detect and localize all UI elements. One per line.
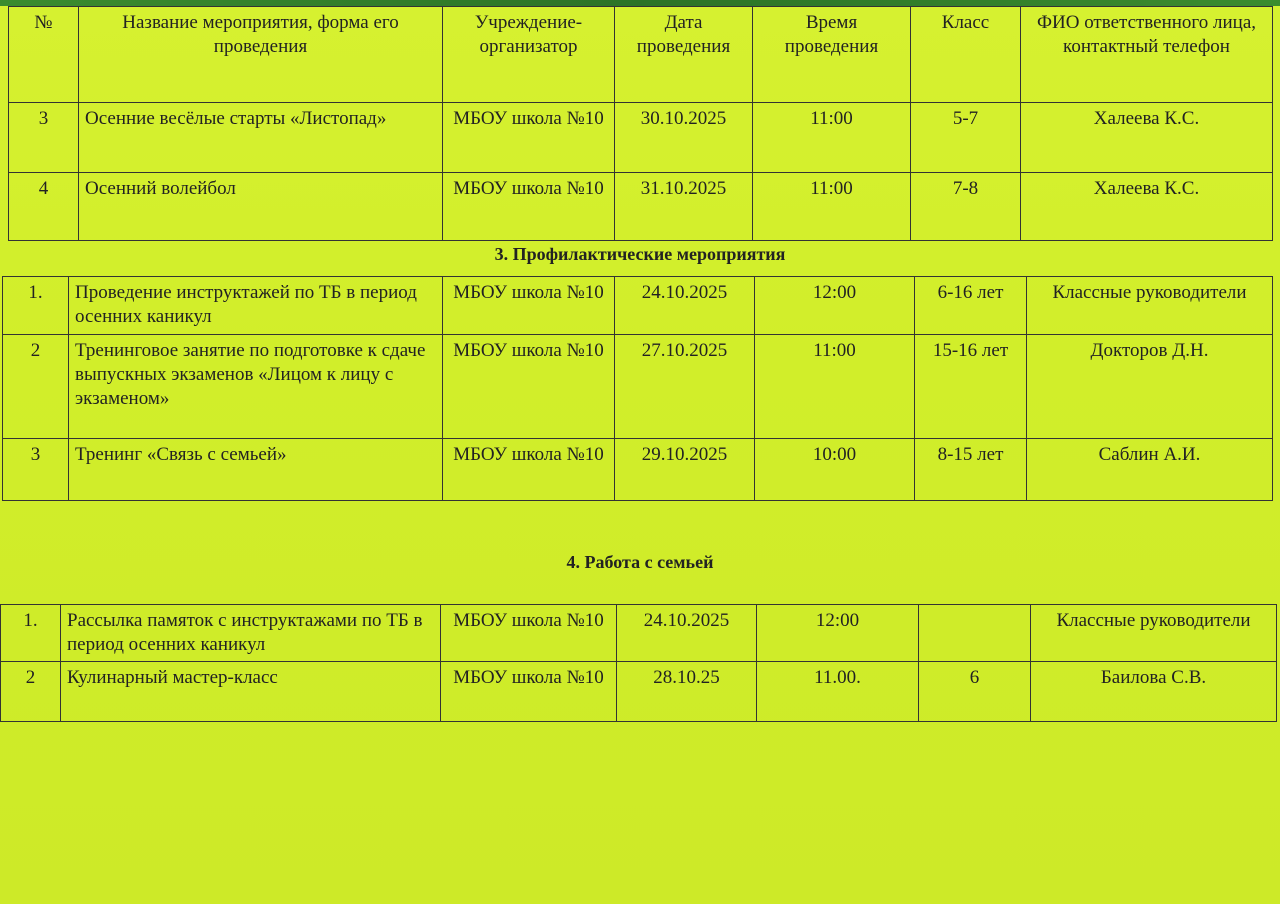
row-event-name: Рассылка памяток с инструктажами по ТБ в период осенних каникул bbox=[61, 605, 441, 662]
row-responsible: Саблин А.И. bbox=[1027, 439, 1273, 501]
row-date: 28.10.25 bbox=[617, 662, 757, 722]
row-grade: 6-16 лет bbox=[915, 277, 1027, 335]
row-num: 2 bbox=[3, 335, 69, 439]
row-date: 24.10.2025 bbox=[617, 605, 757, 662]
row-organizer: МБОУ школа №10 bbox=[441, 605, 617, 662]
row-num: 1. bbox=[1, 605, 61, 662]
table-row bbox=[1, 605, 1277, 662]
row-time: 11.00. bbox=[757, 662, 919, 722]
row-time: 11:00 bbox=[753, 173, 911, 241]
row-responsible: Халеева К.С. bbox=[1021, 103, 1273, 173]
row-num: 3 bbox=[9, 103, 79, 173]
row-date: 31.10.2025 bbox=[615, 173, 753, 241]
section-4-title: 4. Работа с семьей bbox=[566, 552, 714, 572]
row-organizer: МБОУ школа №10 bbox=[441, 662, 617, 722]
header-time: Время проведения bbox=[753, 7, 911, 103]
row-responsible: Баилова С.В. bbox=[1031, 662, 1277, 722]
row-time: 10:00 bbox=[755, 439, 915, 501]
header-organizer: Учреждение-организатор bbox=[443, 7, 615, 103]
row-event-name: Осенний волейбол bbox=[79, 173, 443, 241]
row-responsible: Халеева К.С. bbox=[1021, 173, 1273, 241]
row-num: 1. bbox=[3, 277, 69, 335]
row-organizer: МБОУ школа №10 bbox=[443, 439, 615, 501]
row-event-name: Осенние весёлые старты «Листопад» bbox=[79, 103, 443, 173]
row-time: 12:00 bbox=[755, 277, 915, 335]
table-row bbox=[9, 173, 1273, 241]
row-organizer: МБОУ школа №10 bbox=[443, 173, 615, 241]
table-row bbox=[9, 103, 1273, 173]
table-row bbox=[3, 439, 1273, 501]
row-event-name: Кулинарный мастер-класс bbox=[61, 662, 441, 722]
row-organizer: МБОУ школа №10 bbox=[443, 277, 615, 335]
row-grade: 7-8 bbox=[911, 173, 1021, 241]
table-row bbox=[3, 277, 1273, 335]
table-row bbox=[1, 662, 1277, 722]
row-organizer: МБОУ школа №10 bbox=[443, 335, 615, 439]
row-time: 12:00 bbox=[757, 605, 919, 662]
header-event-name: Название мероприятия, форма его проведения bbox=[79, 7, 443, 103]
family-work-table bbox=[0, 604, 1277, 722]
header-grade: Класс bbox=[911, 7, 1021, 103]
prevention-table bbox=[2, 276, 1273, 501]
section-3-title: 3. Профилактические мероприятия bbox=[494, 244, 786, 264]
row-num: 3 bbox=[3, 439, 69, 501]
row-date: 29.10.2025 bbox=[615, 439, 755, 501]
row-date: 27.10.2025 bbox=[615, 335, 755, 439]
events-table-top bbox=[8, 6, 1273, 241]
row-responsible: Классные руководители bbox=[1027, 277, 1273, 335]
row-date: 30.10.2025 bbox=[615, 103, 753, 173]
row-time: 11:00 bbox=[755, 335, 915, 439]
row-responsible: Классные руководители bbox=[1031, 605, 1277, 662]
header-responsible: ФИО ответственного лица, контактный телефон bbox=[1021, 7, 1273, 103]
row-event-name: Проведение инструктажей по ТБ в период осенних каникул bbox=[69, 277, 443, 335]
row-grade: 5-7 bbox=[911, 103, 1021, 173]
table-header-row bbox=[9, 7, 1273, 103]
row-num: 4 bbox=[9, 173, 79, 241]
header-num: № bbox=[9, 7, 79, 103]
row-time: 11:00 bbox=[753, 103, 911, 173]
row-grade: 8-15 лет bbox=[915, 439, 1027, 501]
row-grade: 15-16 лет bbox=[915, 335, 1027, 439]
row-grade: 6 bbox=[919, 662, 1031, 722]
row-num: 2 bbox=[1, 662, 61, 722]
row-grade bbox=[919, 605, 1031, 662]
row-event-name: Тренинговое занятие по подготовке к сдаче выпускных экзаменов «Лицом к лицу с экзаменом» bbox=[69, 335, 443, 439]
row-event-name: Тренинг «Связь с семьей» bbox=[69, 439, 443, 501]
row-date: 24.10.2025 bbox=[615, 277, 755, 335]
header-date: Дата проведения bbox=[615, 7, 753, 103]
row-responsible: Докторов Д.Н. bbox=[1027, 335, 1273, 439]
row-organizer: МБОУ школа №10 bbox=[443, 103, 615, 173]
table-row bbox=[3, 335, 1273, 439]
